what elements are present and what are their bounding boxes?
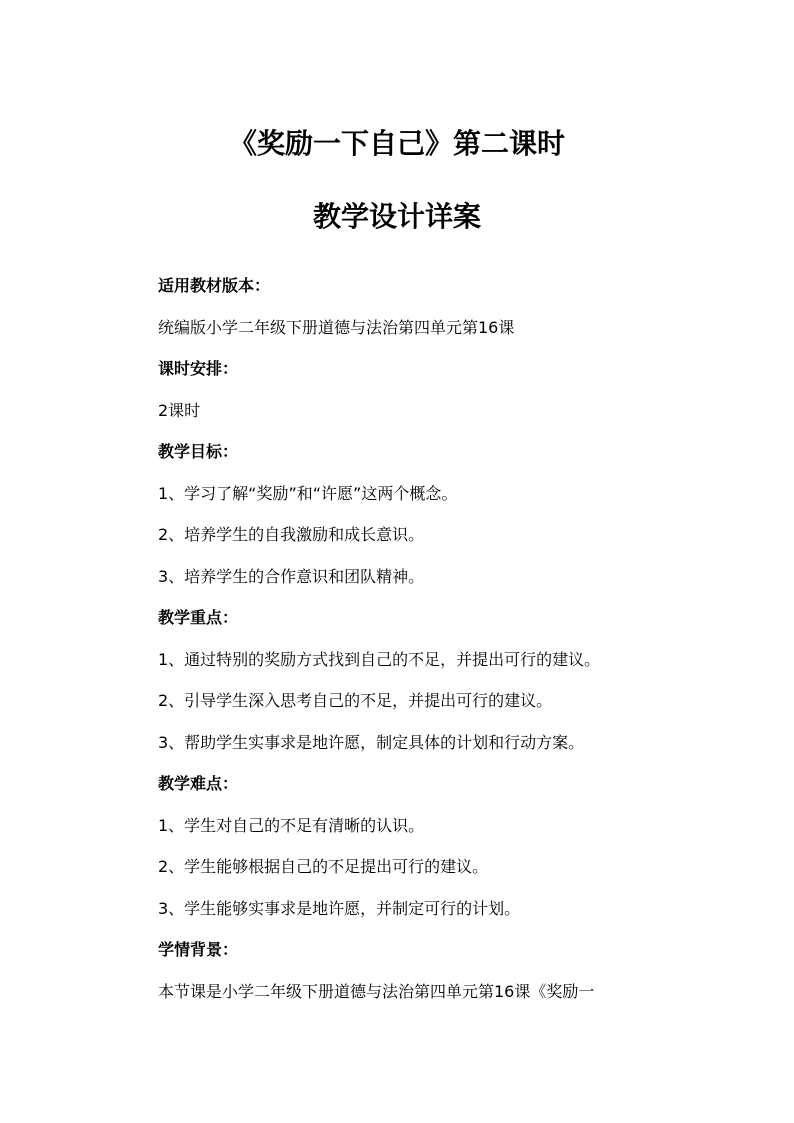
textbook-content: 统编版小学二年级下册道德与法治第四单元第16课: [158, 318, 515, 337]
difficulty-item: 1、学生对自己的不足有清晰的认识。: [158, 816, 425, 835]
background-heading: 学情背景：: [158, 940, 239, 959]
schedule-content: 2课时: [158, 401, 201, 420]
difficulty-item: 3、学生能够实事求是地许愿，并制定可行的计划。: [158, 899, 521, 918]
key-point-item: 3、帮助学生实事求是地许愿，制定具体的计划和行动方案。: [158, 733, 585, 752]
document-subtitle: 教学设计详案: [312, 200, 481, 233]
schedule-heading: 课时安排：: [158, 359, 239, 378]
textbook-heading: 适用教材版本：: [158, 276, 271, 295]
difficulty-item: 2、学生能够根据自己的不足提出可行的建议。: [158, 857, 489, 876]
key-points-heading: 教学重点：: [158, 608, 239, 627]
objective-item: 1、学习了解“奖励”和“许愿”这两个概念。: [158, 484, 458, 503]
document-title: 《奖励一下自己》第二课时: [228, 127, 565, 160]
difficulties-heading: 教学难点：: [158, 774, 239, 793]
key-point-item: 1、通过特别的奖励方式找到自己的不足，并提出可行的建议。: [158, 650, 601, 669]
objective-item: 2、培养学生的自我激励和成长意识。: [158, 525, 425, 544]
key-point-item: 2、引导学生深入思考自己的不足，并提出可行的建议。: [158, 691, 553, 710]
objective-item: 3、培养学生的合作意识和团队精神。: [158, 567, 425, 586]
objectives-heading: 教学目标：: [158, 442, 239, 461]
background-content: 本节课是小学二年级下册道德与法治第四单元第16课《奖励一: [158, 982, 595, 1001]
